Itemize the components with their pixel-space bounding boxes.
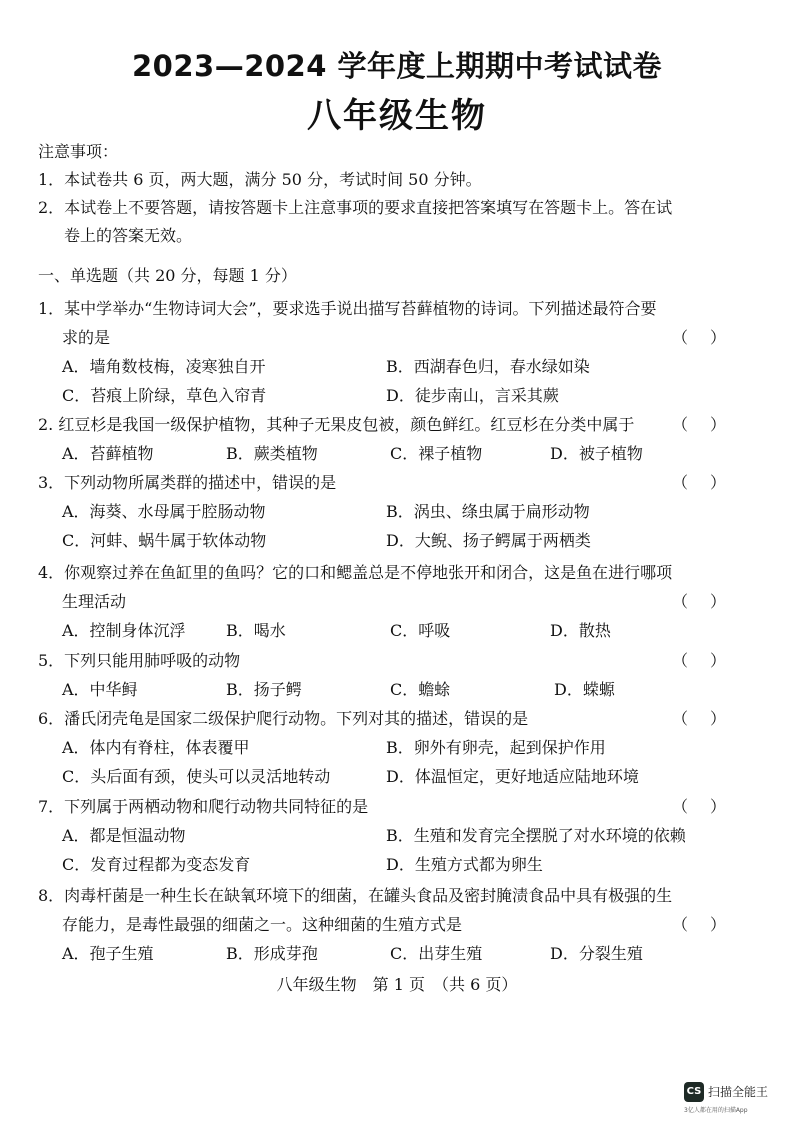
option-b: B．喝水	[226, 621, 286, 640]
notice-item-2-continued: 卷上的答案无效。	[64, 226, 193, 245]
exam-title: 2023—2024 学年度上期期中考试试卷	[131, 49, 663, 83]
notice-section	[38, 138, 718, 250]
option-a: A．体内有脊柱，体表覆甲	[62, 738, 250, 757]
option-a: A．中华鲟	[62, 680, 138, 699]
question-stem: 4．你观察过养在鱼缸里的鱼吗？它的口和鳃盖总是不停地张开和闭合，这是鱼在进行哪项	[38, 563, 673, 582]
options-row	[38, 526, 718, 555]
option-d: D．大鲵、扬子鳄属于两栖类	[386, 531, 591, 550]
notice-item-2: 2．本试卷上不要答题，请按答题卡上注意事项的要求直接把答案填写在答题卡上。答在试	[38, 198, 673, 217]
option-c: C．呼吸	[390, 621, 451, 640]
question-stem: 3．下列动物所属类群的描述中，错误的是	[38, 473, 337, 492]
answer-blank	[672, 410, 727, 439]
answer-blank	[672, 323, 727, 352]
option-b: B．蕨类植物	[226, 444, 318, 463]
question-stem-continued	[38, 587, 727, 616]
option-d: D．生殖方式都为卵生	[386, 855, 543, 874]
question-8	[38, 881, 727, 968]
question-stem: 7．下列属于两栖动物和爬行动物共同特征的是	[38, 797, 369, 816]
option-b: B．扬子鳄	[226, 680, 302, 699]
option-d: D．散热	[550, 621, 611, 640]
question-stem-row	[38, 792, 727, 821]
answer-paren-right: ）	[710, 415, 727, 434]
notice-item-1: 1．本试卷共 6 页，两大题，满分 50 分，考试时间 50 分钟。	[38, 170, 482, 189]
option-c: C．蟾蜍	[390, 680, 451, 699]
question-stem: 5．下列只能用肺呼吸的动物	[38, 651, 241, 670]
question-4	[38, 558, 727, 645]
option-d: D．分裂生殖	[550, 944, 643, 963]
question-stem-row	[38, 704, 727, 733]
page-footer: 八年级生物 第 1 页 （共 6 页）	[276, 975, 518, 994]
question-2	[38, 410, 727, 468]
options-row	[38, 939, 718, 968]
option-a: A．控制身体沉浮	[62, 621, 186, 640]
answer-blank	[672, 704, 727, 733]
answer-paren-right: ）	[710, 709, 727, 728]
answer-paren-left: （	[672, 915, 689, 934]
answer-paren-right: ）	[710, 915, 727, 934]
section-heading: 一、单选题（共 20 分，每题 1 分）	[38, 266, 297, 285]
camscanner-logo-icon: CS	[684, 1082, 704, 1102]
question-stem: 1．某中学举办“生物诗词大会”，要求选手说出描写苔藓植物的诗词。下列描述最符合要	[38, 299, 657, 318]
question-stem: 6．潘氏闭壳龟是国家二级保护爬行动物。下列对其的描述，错误的是	[38, 709, 529, 728]
option-d: D．徒步南山，言采其蕨	[386, 386, 559, 405]
watermark-app-name: 扫描全能王	[708, 1085, 769, 1099]
option-a: A．都是恒温动物	[62, 826, 186, 845]
question-7	[38, 792, 727, 879]
scanner-watermark	[684, 1082, 784, 1116]
option-b: B．西湖春色归，春水绿如染	[386, 357, 590, 376]
option-b: B．形成芽孢	[226, 944, 318, 963]
watermark-tagline: 3亿人都在用的扫描App	[684, 1107, 748, 1114]
answer-paren-right: ）	[710, 328, 727, 347]
answer-paren-left: （	[672, 592, 689, 611]
question-stem-tail: 存能力，是毒性最强的细菌之一。这种细菌的生殖方式是	[62, 915, 463, 934]
option-d: D．蝾螈	[554, 680, 615, 699]
question-stem-row	[38, 646, 727, 675]
options-row	[38, 850, 718, 879]
question-stem-row	[38, 410, 727, 439]
options-row	[38, 762, 718, 791]
option-b: B．生殖和发育完全摆脱了对水环境的依赖	[386, 826, 686, 845]
answer-paren-left: （	[672, 797, 689, 816]
option-a: A．苔藓植物	[62, 444, 154, 463]
option-c: C．发育过程都为变态发育	[62, 855, 251, 874]
options-row	[38, 821, 718, 850]
question-stem-tail: 求的是	[62, 328, 111, 347]
answer-paren-left: （	[672, 473, 689, 492]
question-3	[38, 468, 727, 555]
question-5	[38, 646, 727, 704]
answer-paren-right: ）	[710, 651, 727, 670]
options-row	[38, 616, 718, 645]
option-b: B．卵外有卵壳，起到保护作用	[386, 738, 606, 757]
answer-blank	[672, 468, 727, 497]
option-c: C．河蚌、蜗牛属于软体动物	[62, 531, 267, 550]
option-c: C．苔痕上阶绿，草色入帘青	[62, 386, 267, 405]
options-row	[38, 675, 718, 704]
options-row	[38, 497, 718, 526]
answer-paren-right: ）	[710, 473, 727, 492]
question-stem: 2. 红豆杉是我国一级保护植物，其种子无果皮包被，颜色鲜红。红豆杉在分类中属于	[38, 415, 635, 434]
question-stem-continued	[38, 323, 727, 352]
question-1	[38, 294, 727, 410]
answer-blank	[672, 587, 727, 616]
question-stem-row	[38, 468, 727, 497]
answer-blank	[672, 646, 727, 675]
question-stem-tail: 生理活动	[62, 592, 127, 611]
question-6	[38, 704, 727, 791]
options-row	[38, 733, 718, 762]
answer-paren-right: ）	[710, 797, 727, 816]
exam-subject-title: 八年级生物	[307, 96, 487, 136]
answer-paren-left: （	[672, 651, 689, 670]
option-a: A．孢子生殖	[62, 944, 154, 963]
option-a: A．海葵、水母属于腔肠动物	[62, 502, 266, 521]
option-c: C．头后面有颈，使头可以灵活地转动	[62, 767, 331, 786]
answer-paren-left: （	[672, 709, 689, 728]
option-d: D．被子植物	[550, 444, 643, 463]
question-stem: 8．肉毒杆菌是一种生长在缺氧环境下的细菌，在罐头食品及密封腌渍食品中具有极强的生	[38, 886, 673, 905]
answer-blank	[672, 910, 727, 939]
answer-paren-left: （	[672, 415, 689, 434]
option-d: D．体温恒定，更好地适应陆地环境	[386, 767, 639, 786]
answer-paren-left: （	[672, 328, 689, 347]
option-c: C．出芽生殖	[390, 944, 483, 963]
options-row	[38, 439, 718, 468]
notice-heading: 注意事项：	[38, 142, 119, 161]
options-row	[38, 381, 718, 410]
option-b: B．涡虫、绦虫属于扁形动物	[386, 502, 590, 521]
option-c: C．裸子植物	[390, 444, 483, 463]
options-row	[38, 352, 718, 381]
question-stem-continued	[38, 910, 727, 939]
answer-blank	[672, 792, 727, 821]
answer-paren-right: ）	[710, 592, 727, 611]
option-a: A．墙角数枝梅，凌寒独自开	[62, 357, 266, 376]
